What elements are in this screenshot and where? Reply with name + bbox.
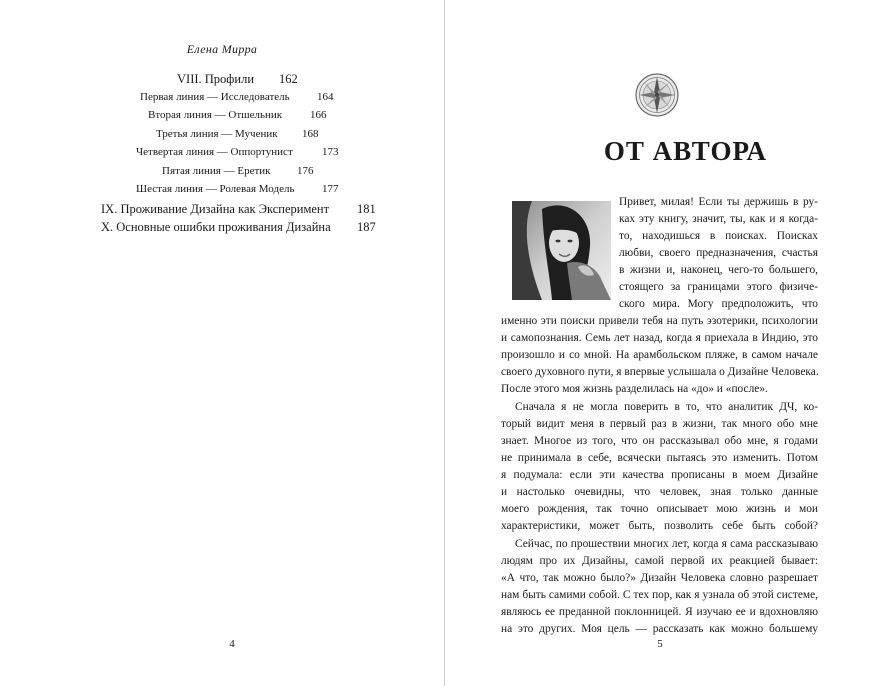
text-line: своего духовного пути, я впервые услышала о Дизайне Человека. [501,366,819,378]
text-line: знает. Многое из того, что он рассказывал обо мне, я годами [501,435,818,447]
text-line: Привет, милая! Если ты держишь в ру- [619,196,818,208]
toc-entry[interactable] [0,91,464,110]
toc-entry-title: VIII. Профили [177,72,255,86]
toc-entry-title: Четвертая линия — Оппортунист [136,146,293,158]
text-line: ках эту книгу, значит, ты, как и я когда- [619,213,818,225]
page-number-right: 5 [657,638,663,650]
toc-entry-page: 164 [317,90,334,103]
text-line: не принимала в себе, всячески пытаясь это изменить. Потом [501,452,818,464]
toc-entry-page: 181 [357,201,376,216]
table-of-contents [0,72,464,239]
text-line: на это других. Моя цель — рассказать как можно большему [501,623,818,635]
toc-entry[interactable] [0,165,464,184]
toc-entry-title: X. Основные ошибки проживания Дизайна [101,220,331,234]
toc-entry-page: 187 [357,220,376,234]
toc-entry-page: 176 [297,164,314,177]
text-line: «А что, так можно было?» Дизайн Человека словно разрешает [501,572,818,584]
text-line: торый видит меня в первый раз в жизни, так много обо мне [501,418,818,430]
text-line: и настолько очевидны, что человек, зная только данные [501,486,818,498]
toc-entry-title: Шестая линия — Ролевая Модель [136,183,295,195]
text-line: После этого моя жизнь разделилась на «до» и «после». [501,383,768,395]
text-line: стоящего за границами этого физиче- [619,281,818,293]
right-page [445,0,890,686]
page-number-left: 4 [229,638,235,650]
toc-entry-title: Вторая линия — Отшельник [148,109,283,121]
toc-entry-page: 162 [279,72,298,86]
text-line: и самопознания. Семь лет назад, когда я приехала в Индию, это [501,332,818,344]
text-line: любви, своего предназначения, счастья [619,247,818,259]
text-line: людям про их Дизайны, самой первой их реакцией бывает: [501,555,818,567]
toc-entry[interactable] [0,128,464,147]
chapter-title: ОТ АВТОРА [603,136,767,166]
text-line: являюсь ее преданной поклонницей. Я изучаю ее и вдохновляю [501,606,818,618]
toc-entry-page: 177 [322,183,339,195]
toc-entry[interactable] [0,109,464,128]
toc-entry-title: Третья линия — Мученик [156,127,278,140]
author-portrait-photo [512,201,611,300]
text-line: то, находишься в поисках. Поисках [619,230,818,242]
toc-entry[interactable] [0,220,464,239]
text-line: именно эти поиски привели тебя на путь эзотерики, психологии [501,315,818,327]
toc-entry-page: 166 [310,109,327,121]
toc-entry[interactable] [0,72,464,91]
text-line: произошло и со мной. На арамбольском пляже, в самом начале [501,349,818,361]
text-line: Сейчас, по прошествии многих лет, когда я сама рассказываю [515,538,818,550]
text-line: моего рождения, так точно описывает мою жизнь и мои [501,503,818,515]
toc-entry[interactable] [0,183,464,202]
compass-rose-icon [635,73,679,117]
toc-entry-title: IX. Проживание Дизайна как Эксперимент [101,201,330,216]
left-page [0,0,444,686]
running-head: Елена Мирра [186,42,258,56]
text-line: ского мира. Могу предположить, что [619,298,818,310]
text-line: я подумала: если эти качества прописаны в моем Дизайне [501,469,818,481]
toc-entry[interactable] [0,146,464,165]
toc-entry-title: Пятая линия — Еретик [162,164,271,177]
text-line: Сначала я не могла поверить в то, что аналитик ДЧ, ко- [515,401,818,413]
text-line: нам быть самими собой. С тех пор, как я узнала об этой системе, [501,589,818,601]
toc-entry-page: 168 [302,127,319,140]
text-line: в жизни и, наконец, чего-то большего, [619,264,818,276]
text-line: характеристики, может быть, позволить себе быть собой? [501,520,818,532]
toc-entry-title: Первая линия — Исследователь [140,90,290,103]
toc-entry[interactable] [0,202,464,221]
toc-entry-page: 173 [322,146,339,158]
